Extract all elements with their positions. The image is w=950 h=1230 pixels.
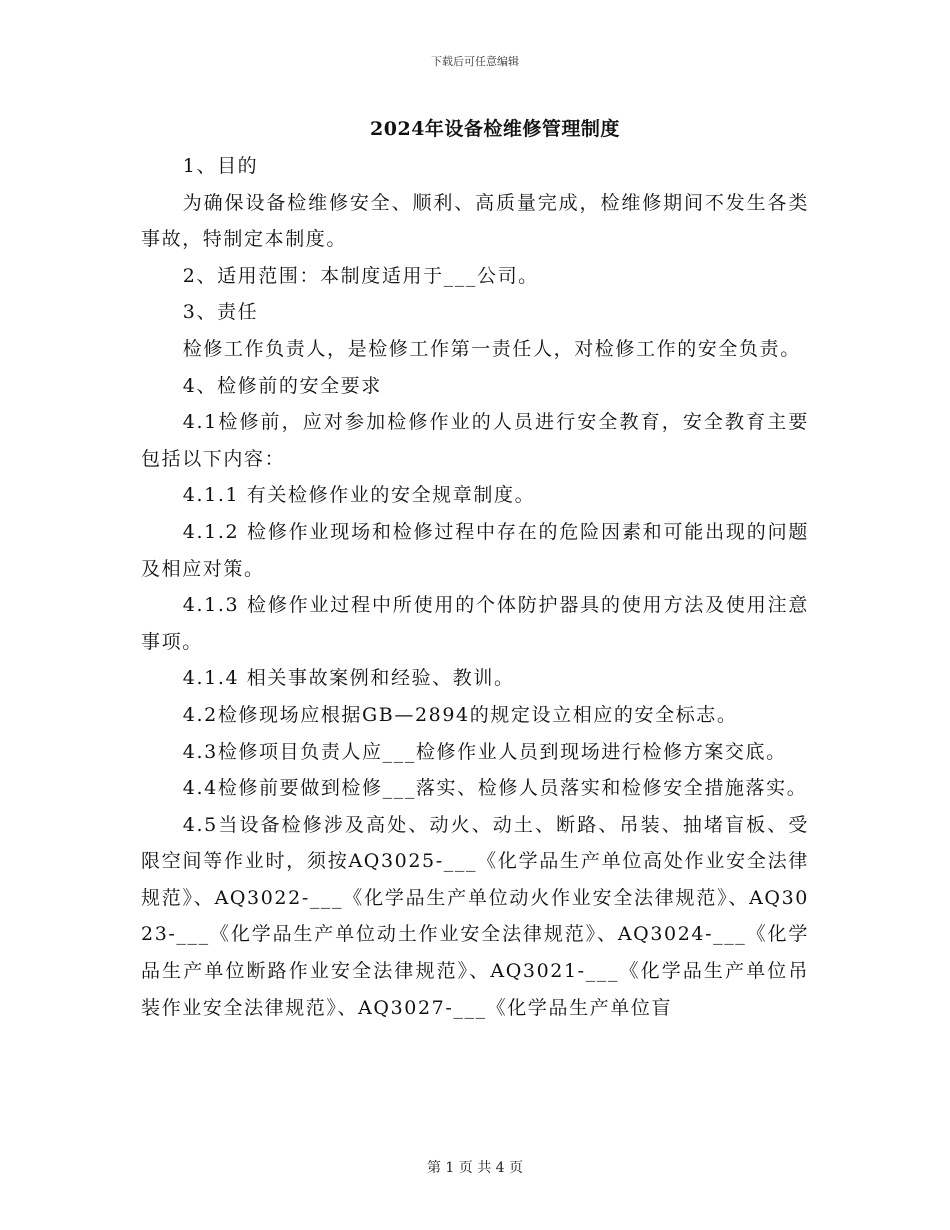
paragraph-4-1-1: 4.1.1 有关检修作业的安全规章制度。 [182, 484, 536, 507]
paragraph-4-4: 4.4检修前要做到检修___落实、检修人员落实和检修安全措施落实。 [182, 777, 808, 800]
paragraph-purpose: 为确保设备检维修安全、顺利、高质量完成，检维修期间不发生各类事故，特制定本制度。 [141, 191, 809, 251]
paragraph-4-1-3: 4.1.3 检修作业过程中所使用的个体防护器具的使用方法及使用注意事项。 [141, 594, 809, 653]
section-heading-scope: 2、适用范围：本制度适用于___公司。 [182, 264, 539, 287]
paragraph-4-1: 4.1检修前，应对参加检修作业的人员进行安全教育，安全教育主要包括以下内容： [141, 411, 809, 470]
page-number: 第 1 页 共 4 页 [426, 1160, 524, 1176]
document-body [141, 148, 809, 1026]
section-heading-pre-maintenance: 4、检修前的安全要求 [182, 374, 382, 397]
paragraph-4-5: 4.5当设备检修涉及高处、动火、动土、断路、吊装、抽堵盲板、受限空间等作业时，须按AQ3025-___《化学品生产单位高处作业安全法律规范》、AQ3022-___《化学品生产单位动火作业安全法律规范》、AQ3023-___《化学品生产单位动土作业安全法律规范》、AQ3024-___《化学品生产单位断路作业安全法律规范》、AQ3021-___《化学品生产单位吊装作业安全法律规范》、AQ3027-___《化学品生产单位盲 [141, 813, 809, 1019]
section-heading-purpose: 1、目的 [182, 155, 259, 177]
paragraph-4-1-2: 4.1.2 检修作业现场和检修过程中存在的危险因素和可能出现的问题及相应对策。 [141, 520, 809, 580]
section-heading-responsibility: 3、责任 [182, 301, 259, 324]
document-title: 2024年设备检维修管理制度 [370, 118, 620, 140]
paragraph-4-1-4: 4.1.4 相关事故案例和经验、教训。 [182, 667, 515, 690]
paragraph-responsibility: 检修工作负责人，是检修工作第一责任人，对检修工作的安全负责。 [182, 337, 801, 360]
header-note: 下载后可任意编辑 [431, 55, 519, 68]
paragraph-4-3: 4.3检修项目负责人应___检修作业人员到现场进行检修方案交底。 [182, 740, 787, 763]
paragraph-4-2: 4.2检修现场应根据GB—2894的规定设立相应的安全标志。 [182, 703, 738, 726]
